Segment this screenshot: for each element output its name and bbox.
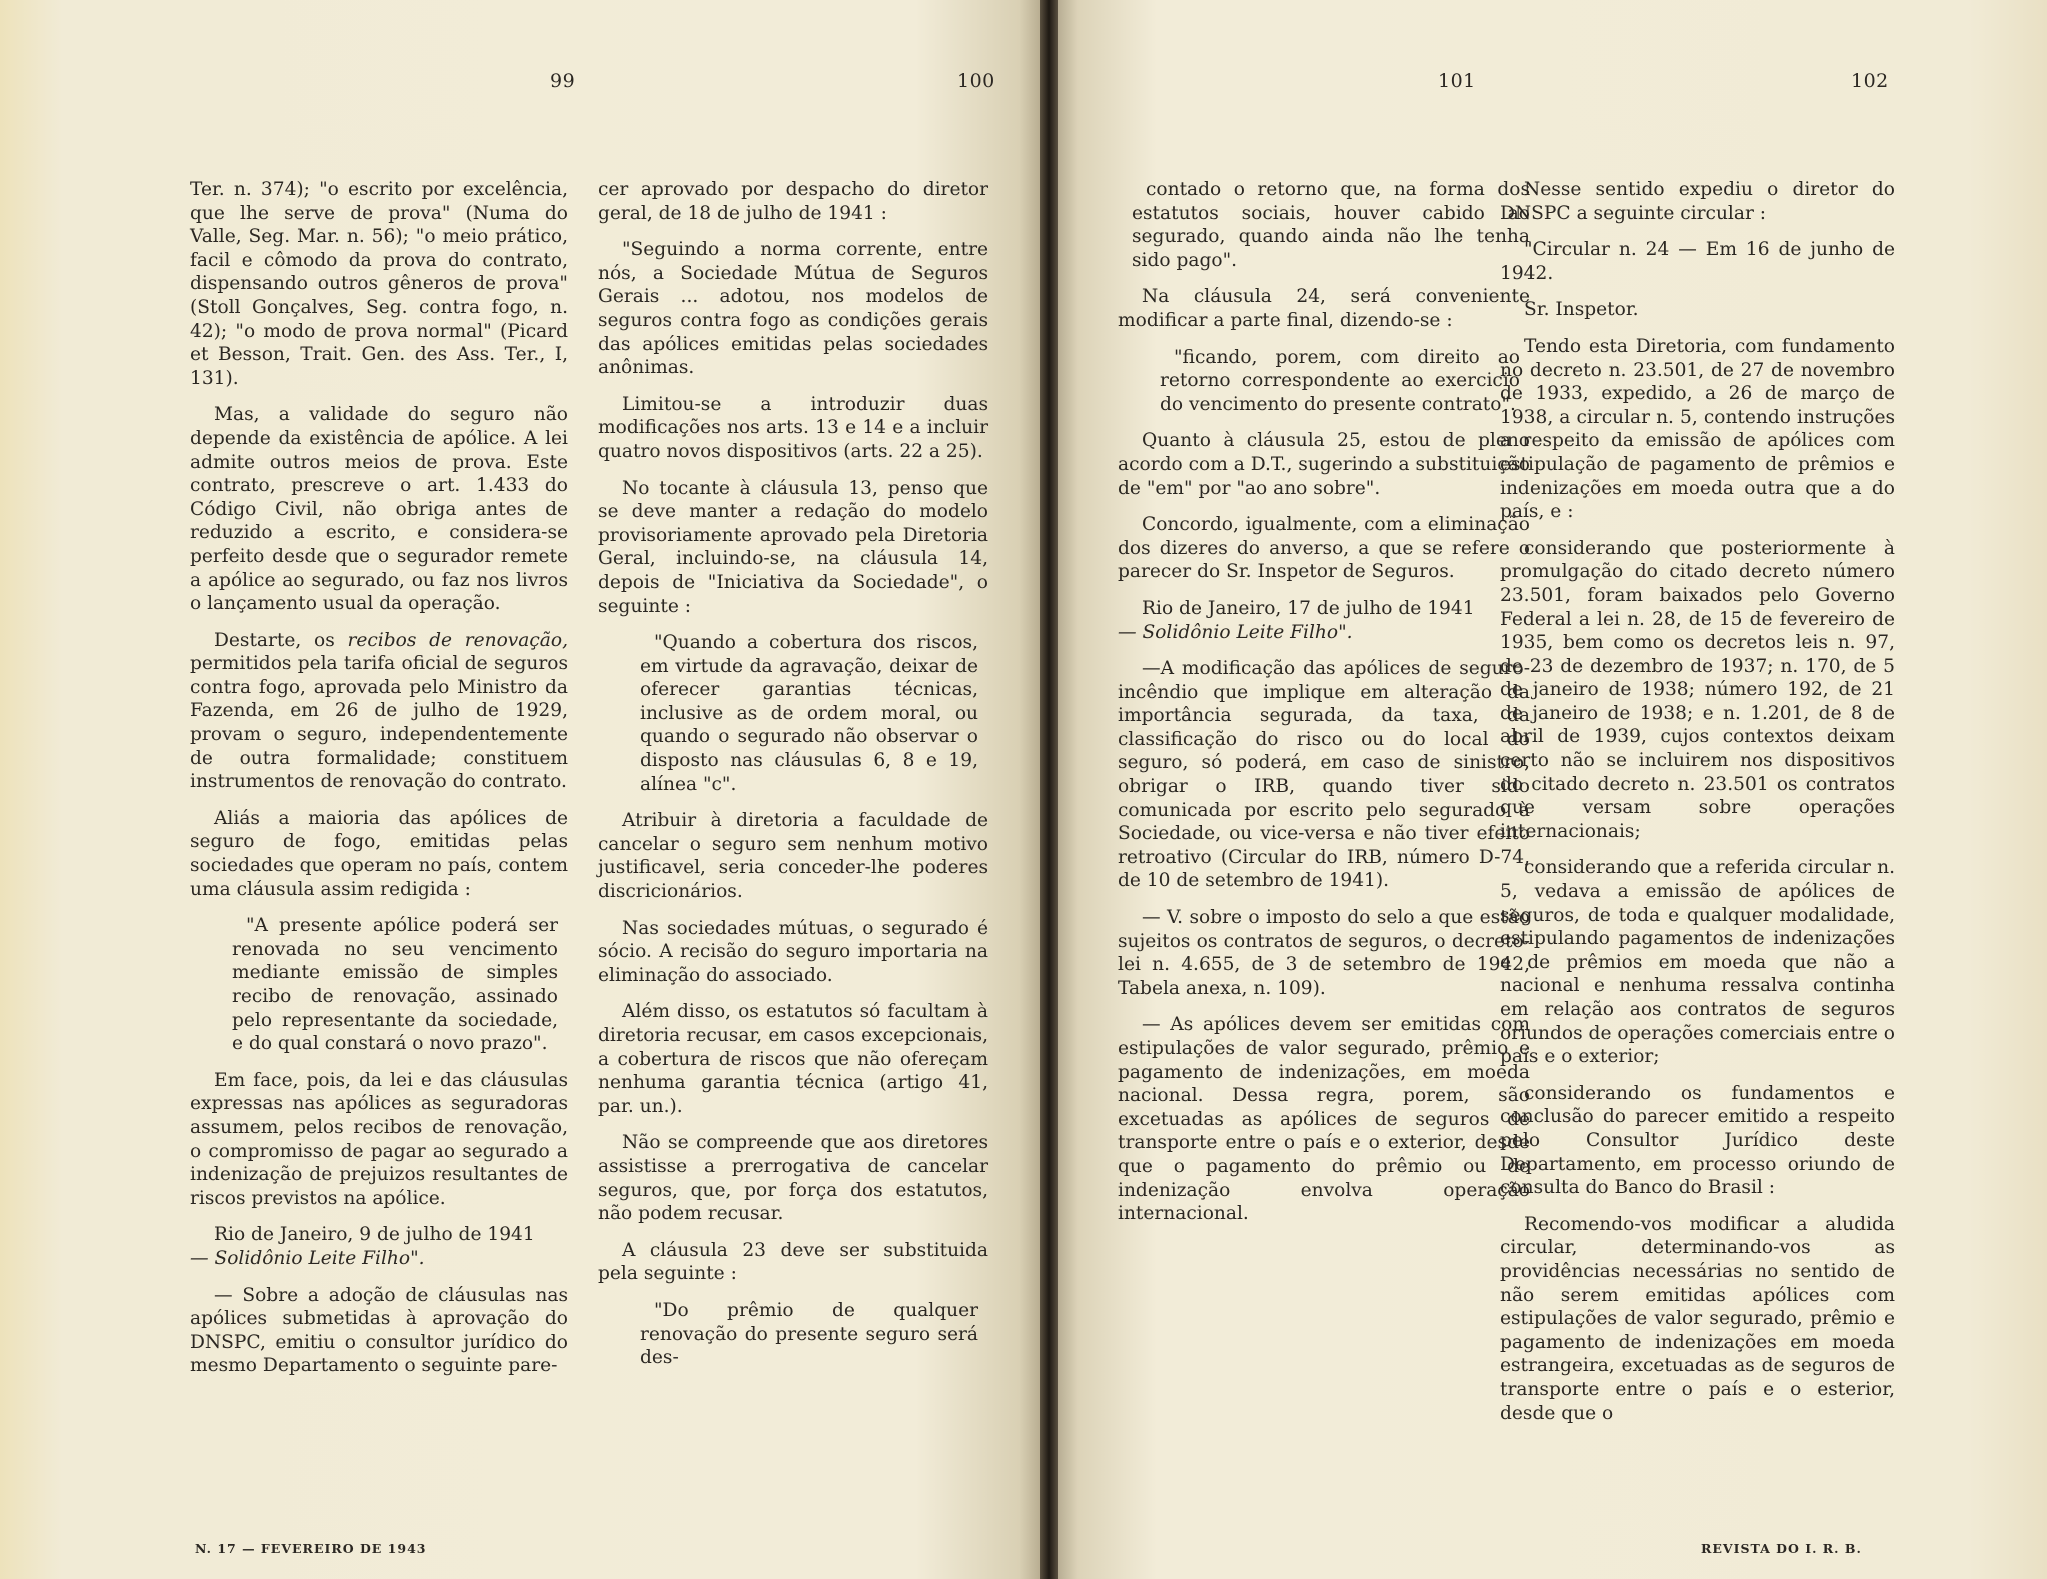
right-page bbox=[1058, 0, 2047, 1579]
paragraph: Nesse sentido expediu o diretor do DNSPC a seguinte circular : bbox=[1500, 179, 1895, 224]
signature-place-date: Rio de Janeiro, 9 de julho de 1941 bbox=[214, 1224, 535, 1246]
page-number-100: 100 bbox=[957, 70, 995, 92]
column-page-99 bbox=[190, 178, 568, 1391]
paragraph: Sr. Inspetor. bbox=[1524, 299, 1639, 321]
paragraph: "Seguindo a norma corrente, entre nós, a Sociedade Mútua de Seguros Gerais ... adotou, nos modelos de seguros contra fogo as condições gerais das apólices emitidas pelas sociedades anônimas. bbox=[598, 239, 988, 379]
signature-block bbox=[190, 1223, 568, 1270]
column-page-101 bbox=[1118, 178, 1530, 1239]
paragraph: — As apólices devem ser emitidas com estipulações de valor segurado, prêmio e pagamento de indenizações, em moeda nacional. Dessa regra, porem, são excetuadas as apólices de seguros de transporte entre o país e o exterior, desde que o pagamento do prêmio ou de indenização envolva operação internacional. bbox=[1118, 1014, 1530, 1225]
page-number-101: 101 bbox=[1438, 70, 1476, 92]
page-number-99: 99 bbox=[550, 70, 576, 92]
paragraph: A cláusula 23 deve ser substituida pela seguinte : bbox=[598, 1239, 988, 1285]
quoted-clause: "Do prêmio de qualquer renovação do presente seguro será des- bbox=[640, 1299, 978, 1369]
paragraph: Limitou-se a introduzir duas modificações nos arts. 13 e 14 e a incluir quatro novos dispositivos (arts. 22 a 25). bbox=[598, 393, 988, 462]
paragraph: Quanto à cláusula 25, estou de pleno acordo com a D.T., sugerindo a substituição de "em" por "ao ano sobre". bbox=[1118, 430, 1530, 499]
paragraph: No tocante à cláusula 13, penso que se deve manter a redação do modelo provisoriamente aprovado pela Diretoria Geral, incluindo-se, na cláusula 14, depois de "Iniciativa da Sociedade", o seguinte : bbox=[598, 477, 988, 617]
book-gutter bbox=[1040, 0, 1058, 1579]
signature-name: — Solidônio Leite Filho". bbox=[1118, 621, 1353, 643]
paragraph: Tendo esta Diretoria, com fundamento no decreto n. 23.501, de 27 de novembro de 1933, expedido, a 26 de março de 1938, a circular n. 5, contendo instruções a respeito da emissão de apólices com estipulação de pagamento de prêmios e indenizações em moeda outra que a do país, e : bbox=[1500, 335, 1895, 523]
quoted-clause: "A presente apólice poderá ser renovada no seu vencimento mediante emissão de simples recibo de renovação, assinado pelo representante da sociedade, e do qual constará o novo prazo". bbox=[232, 915, 558, 1055]
paragraph: considerando que a referida circular n. 5, vedava a emissão de apólices de seguros, de toda e qualquer modalidade, estipulando pagamentos de indenizações e de prêmios em moeda que não a nacional e nenhuma ressalva continha em relação aos contratos de seguros oriundos de operações comerciais entre o país e o exterior; bbox=[1500, 857, 1895, 1068]
quoted-clause: contado o retorno que, na forma dos estatutos sociais, houver cabido ao segurado, quando ainda não lhe tenha sido pago". bbox=[1132, 179, 1530, 271]
signature-block bbox=[1118, 597, 1530, 644]
paragraph: Nas sociedades mútuas, o segurado é sócio. A recisão do seguro importaria na eliminação do associado. bbox=[598, 917, 988, 986]
paragraph: Destarte, os recibos de renovação, permitidos pela tarifa oficial de seguros contra fogo, aprovada pelo Ministro da Fazenda, em 26 de julho de 1929, provam o seguro, independentemente de outra formalidade; constituem instrumentos de renovação do contrato. bbox=[190, 629, 568, 793]
paragraph: — Sobre a adoção de cláusulas nas apólices submetidas à aprovação do DNSPC, emitiu o consultor jurídico do mesmo Departamento o seguinte pare- bbox=[190, 1284, 568, 1377]
paragraph: Ter. n. 374); "o escrito por excelência, que lhe serve de prova" (Numa do Valle, Seg. Mar. n. 56); "o meio prático, facil e cômodo da prova do contrato, dispensando outros gêneros de prova" (Stoll Gonçalves, Seg. contra fogo, n. 42); "o modo de prova normal" (Picard et Besson, Trait. Gen. des Ass. Ter., I, 131). bbox=[190, 179, 568, 389]
paragraph: Não se compreende que aos diretores assistisse a prerrogativa de cancelar seguros, que, por força dos estatutos, não podem recusar. bbox=[598, 1132, 988, 1225]
paragraph: considerando que posteriormente à promulgação do citado decreto número 23.501, foram baixados pelo Governo Federal a lei n. 28, de 15 de fevereiro de 1935, bem como os decretos leis n. 97, de 23 de dezembro de 1937; n. 170, de 5 de janeiro de 1938; número 192, de 21 de janeiro de 1938; e n. 1.201, de 8 de abril de 1939, cujos contextos deixam certo não se incluirem nos dispositivos do citado decreto n. 23.501 os contratos que versam sobre operações internacionais; bbox=[1500, 537, 1895, 842]
paragraph: Recomendo-vos modificar a aludida circular, determinando-vos as providências necessárias no sentido de não serem emitidas apólices com estipulações de valor segurado, prêmio e pagamento de indenizações em moeda estrangeira, excetuadas as de seguros de transporte entre o país e o esterior, desde que o bbox=[1500, 1213, 1895, 1424]
paragraph: —A modificação das apólices de seguro-incêndio que implique em alteração da importância segurada, da taxa, da classificação do risco ou do local do seguro, só poderá, em caso de sinistro, obrigar o IRB, quando tiver sido comunicada por escrito pelo segurado à Sociedade, ou vice-versa e não tiver efeito retroativo (Circular do IRB, número D-74, de 10 de setembro de 1941). bbox=[1118, 658, 1530, 892]
paragraph: cer aprovado por despacho do diretor geral, de 18 de julho de 1941 : bbox=[598, 179, 988, 224]
column-page-100 bbox=[598, 178, 988, 1383]
signature-name: — Solidônio Leite Filho". bbox=[190, 1247, 425, 1269]
column-page-102 bbox=[1500, 178, 1895, 1438]
paragraph: considerando os fundamentos e conclusão do parecer emitido a respeito pelo Consultor Jurídico deste Departamento, em processo oriundo de consulta do Banco do Brasil : bbox=[1500, 1082, 1895, 1199]
paragraph: Na cláusula 24, será conveniente modificar a parte final, dizendo-se : bbox=[1118, 286, 1530, 331]
footer-journal: REVISTA DO I. R. B. bbox=[1701, 1541, 1862, 1556]
paragraph: Mas, a validade do seguro não depende da existência de apólice. A lei admite outros meios de prova. Este contrato, prescreve o art. 1.433 do Código Civil, não obriga antes de reduzido a escrito, e considera-se perfeito desde que o segurador remete a apólice ao segurado, ou faz nos livros o lançamento usual da operação. bbox=[190, 404, 568, 615]
paragraph: Atribuir à diretoria a faculdade de cancelar o seguro sem nenhum motivo justificavel, seria conceder-lhe poderes discricionários. bbox=[598, 810, 988, 903]
paragraph: Aliás a maioria das apólices de seguro de fogo, emitidas pelas sociedades que operam no país, contem uma cláusula assim redigida : bbox=[190, 807, 568, 900]
signature-place-date: Rio de Janeiro, 17 de julho de 1941 bbox=[1142, 597, 1475, 619]
footer-issue: N. 17 — FEVEREIRO DE 1943 bbox=[195, 1541, 427, 1556]
quoted-clause: "Quando a cobertura dos riscos, em virtude da agravação, deixar de oferecer garantias técnicas, inclusive as de ordem moral, ou quando o segurado não observar o disposto nas cláusulas 6, 8 e 19, alínea "c". bbox=[640, 632, 978, 795]
paragraph: Em face, pois, da lei e das cláusulas expressas nas apólices as seguradoras assumem, pelos recibos de renovação, o compromisso de pagar ao segurado a indenização de prejuizos resultantes de riscos previstos na apólice. bbox=[190, 1069, 568, 1209]
paragraph: Concordo, igualmente, com a eliminação dos dizeres do anverso, a que se refere o parecer do Sr. Inspetor de Seguros. bbox=[1118, 514, 1530, 583]
page-number-102: 102 bbox=[1851, 70, 1889, 92]
paragraph: "Circular n. 24 — Em 16 de junho de 1942. bbox=[1500, 239, 1895, 284]
quoted-clause: "ficando, porem, com direito ao retorno correspondente ao exercicio do vencimento do presente contrato". bbox=[1160, 346, 1520, 415]
paragraph: Além disso, os estatutos só facultam à diretoria recusar, em casos excepcionais, a cobertura de riscos que não ofereçam nenhuma garantia técnica (artigo 41, par. un.). bbox=[598, 1001, 988, 1117]
paragraph: — V. sobre o imposto do selo a que estão sujeitos os contratos de seguros, o decreto-lei n. 4.655, de 3 de setembro de 1942, Tabela anexa, n. 109). bbox=[1118, 907, 1530, 999]
